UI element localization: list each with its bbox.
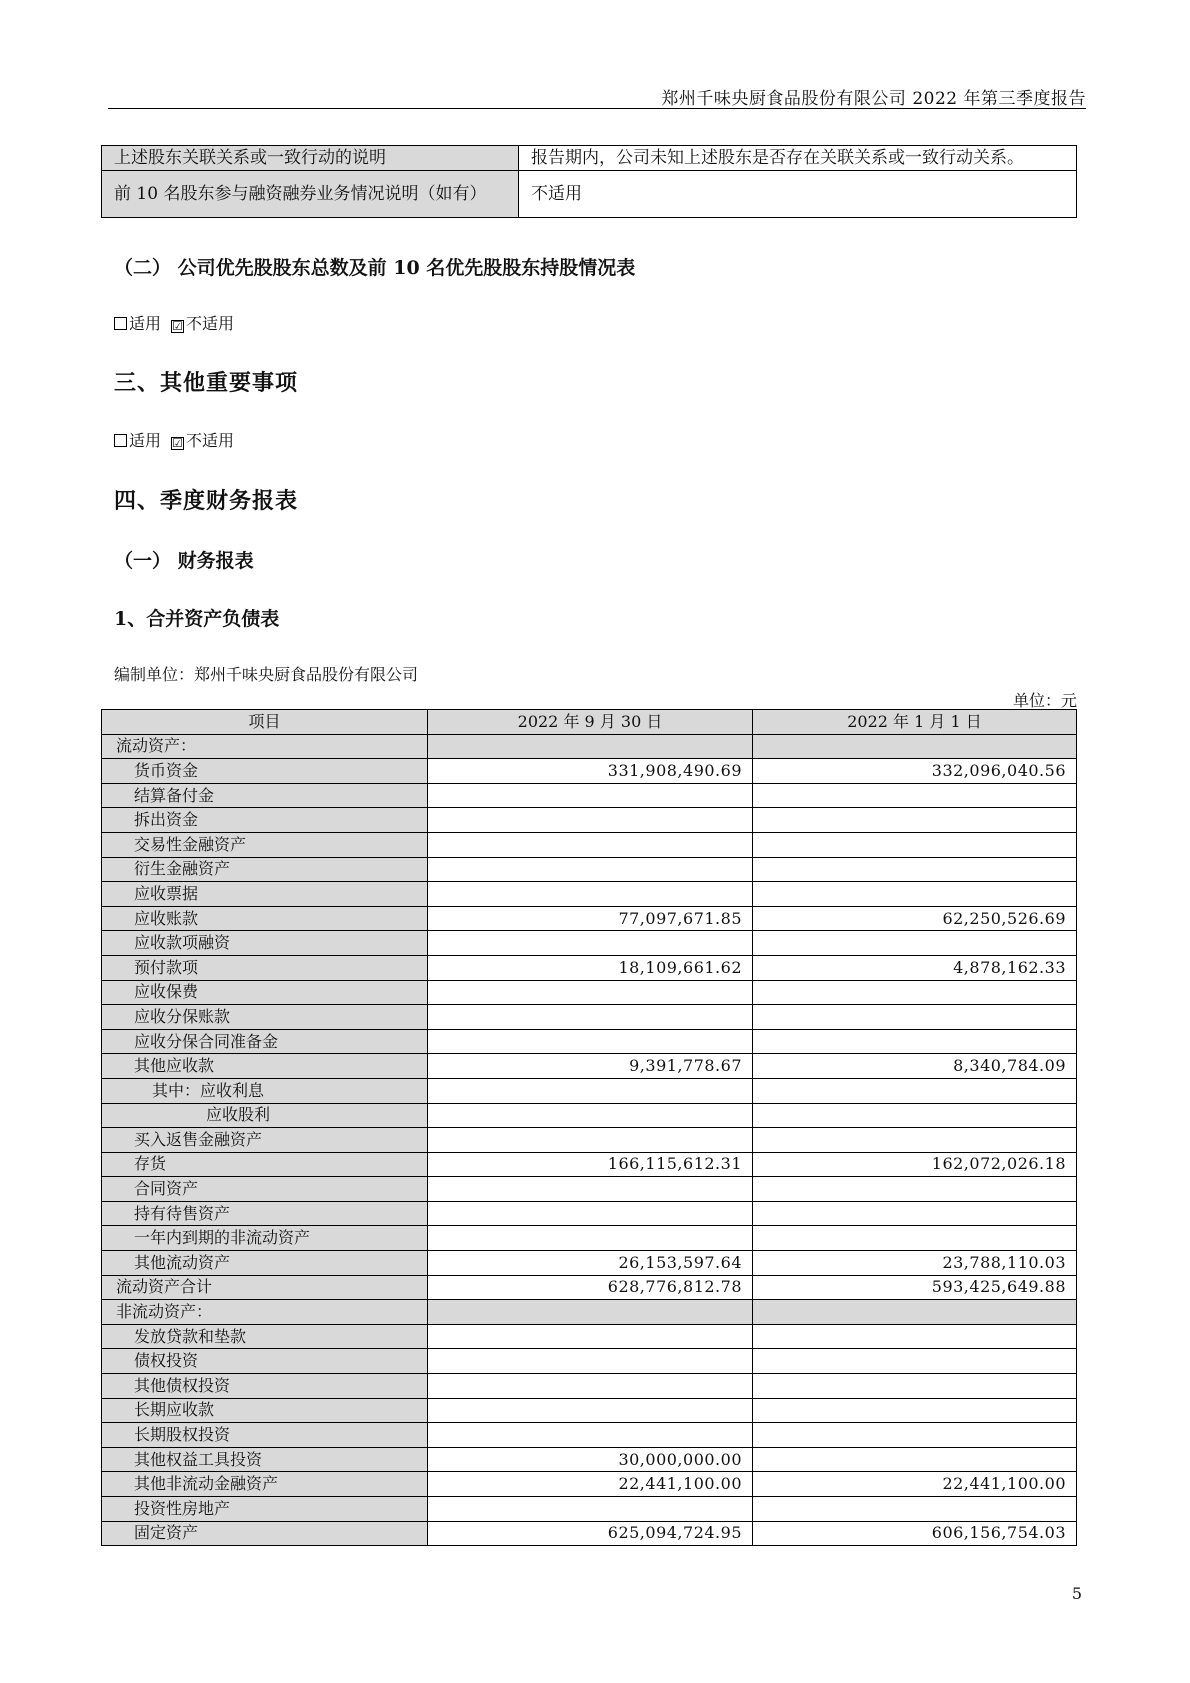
value-2022-09-30 [428, 931, 753, 956]
table-row [102, 1324, 1077, 1349]
balance-sheet-table [101, 709, 1077, 1546]
row-label: 预付款项 [102, 955, 428, 980]
value-2022-01-01 [753, 1078, 1077, 1103]
report-header: 郑州千味央厨食品股份有限公司 2022 年第三季度报告 [661, 89, 1086, 109]
applicability-checks-2 [114, 428, 234, 451]
value-2022-09-30 [428, 1201, 753, 1226]
table-row [102, 808, 1077, 833]
value-2022-09-30 [428, 1103, 753, 1128]
value-2022-09-30: 22,441,100.00 [428, 1472, 753, 1497]
value-2022-09-30 [428, 1005, 753, 1030]
table-row [102, 955, 1077, 980]
table-header-row [102, 710, 1077, 735]
row-label: 其他权益工具投资 [102, 1447, 428, 1472]
option-label: 适用 [129, 314, 162, 333]
row-label: 应收保费 [102, 980, 428, 1005]
row-label: 存货 [102, 1152, 428, 1177]
value-2022-09-30 [428, 1374, 753, 1399]
row-label: 应收分保账款 [102, 1005, 428, 1030]
row-label: 非流动资产： [102, 1300, 428, 1325]
option-label: 不适用 [186, 431, 235, 450]
value-2022-09-30 [428, 1349, 753, 1374]
compiler-note: 编制单位：郑州千味央厨食品股份有限公司 [114, 665, 419, 684]
table-row [102, 1423, 1077, 1448]
row-label: 拆出资金 [102, 808, 428, 833]
table-row [102, 906, 1077, 931]
table-row [102, 1447, 1077, 1472]
value-2022-01-01: 332,096,040.56 [753, 759, 1077, 784]
applicability-checks-1 [114, 311, 234, 334]
row-label: 其他非流动金融资产 [102, 1472, 428, 1497]
value-2022-01-01 [753, 1374, 1077, 1399]
value-2022-01-01 [753, 734, 1077, 759]
checked-box-icon: ☑ [172, 436, 183, 450]
value-2022-01-01 [753, 931, 1077, 956]
table-row [102, 1152, 1077, 1177]
value-2022-01-01 [753, 1300, 1077, 1325]
row-value: 不适用 [519, 171, 1077, 218]
row-label: 长期股权投资 [102, 1423, 428, 1448]
row-label: 债权投资 [102, 1349, 428, 1374]
value-2022-01-01 [753, 980, 1077, 1005]
table-row [102, 832, 1077, 857]
value-2022-01-01 [753, 1324, 1077, 1349]
value-2022-09-30: 9,391,778.67 [428, 1054, 753, 1079]
value-2022-09-30 [428, 1497, 753, 1522]
value-2022-01-01 [753, 1423, 1077, 1448]
value-2022-01-01 [753, 783, 1077, 808]
value-2022-09-30 [428, 734, 753, 759]
value-2022-09-30: 77,097,671.85 [428, 906, 753, 931]
table-row [102, 1472, 1077, 1497]
table-row [102, 1275, 1077, 1300]
table-row [102, 734, 1077, 759]
table-row [102, 931, 1077, 956]
table-row [102, 1398, 1077, 1423]
column-header: 2022 年 9 月 30 日 [428, 710, 753, 735]
row-label: 结算备付金 [102, 783, 428, 808]
value-2022-01-01: 162,072,026.18 [753, 1152, 1077, 1177]
value-2022-01-01 [753, 1128, 1077, 1153]
value-2022-09-30 [428, 808, 753, 833]
value-2022-09-30 [428, 1128, 753, 1153]
value-2022-09-30: 625,094,724.95 [428, 1521, 753, 1546]
row-label: 合同资产 [102, 1177, 428, 1202]
row-label: 流动资产合计 [102, 1275, 428, 1300]
row-label: 衍生金融资产 [102, 857, 428, 882]
value-2022-09-30 [428, 1324, 753, 1349]
shareholder-notes-table [101, 145, 1077, 218]
value-2022-09-30 [428, 1078, 753, 1103]
table-row [102, 980, 1077, 1005]
value-2022-01-01: 606,156,754.03 [753, 1521, 1077, 1546]
table-row [102, 1374, 1077, 1399]
value-2022-09-30 [428, 1029, 753, 1054]
column-header: 项目 [102, 710, 428, 735]
column-header: 2022 年 1 月 1 日 [753, 710, 1077, 735]
row-label: 流动资产： [102, 734, 428, 759]
table-row [102, 171, 1077, 218]
row-label: 固定资产 [102, 1521, 428, 1546]
unit-note: 单位：元 [1012, 691, 1077, 710]
page-number: 5 [1071, 1584, 1082, 1603]
table-row [102, 1029, 1077, 1054]
value-2022-01-01 [753, 808, 1077, 833]
value-2022-01-01 [753, 1497, 1077, 1522]
table-row [102, 1226, 1077, 1251]
table-row [102, 1103, 1077, 1128]
table-row [102, 882, 1077, 907]
value-2022-09-30 [428, 1423, 753, 1448]
value-2022-09-30 [428, 1226, 753, 1251]
section-other-matters: 三、其他重要事项 [114, 370, 299, 396]
value-2022-01-01 [753, 1005, 1077, 1030]
value-2022-01-01: 4,878,162.33 [753, 955, 1077, 980]
table-row [102, 759, 1077, 784]
row-label: 其中：应收利息 [102, 1078, 428, 1103]
unchecked-box-icon [114, 317, 127, 330]
option-label: 不适用 [186, 314, 235, 333]
row-label: 应收款项融资 [102, 931, 428, 956]
row-label: 其他债权投资 [102, 1374, 428, 1399]
value-2022-09-30: 628,776,812.78 [428, 1275, 753, 1300]
table-row [102, 783, 1077, 808]
value-2022-09-30 [428, 857, 753, 882]
value-2022-09-30 [428, 980, 753, 1005]
row-value: 报告期内，公司未知上述股东是否存在关联关系或一致行动关系。 [519, 146, 1077, 171]
table-row [102, 1128, 1077, 1153]
unchecked-box-icon [114, 434, 127, 447]
row-label: 应收账款 [102, 906, 428, 931]
row-label: 货币资金 [102, 759, 428, 784]
table-row [102, 1251, 1077, 1276]
row-label: 应收票据 [102, 882, 428, 907]
table-row [102, 146, 1077, 171]
value-2022-01-01 [753, 1349, 1077, 1374]
value-2022-01-01: 593,425,649.88 [753, 1275, 1077, 1300]
value-2022-09-30 [428, 1398, 753, 1423]
row-label: 买入返售金融资产 [102, 1128, 428, 1153]
value-2022-09-30 [428, 783, 753, 808]
value-2022-01-01: 62,250,526.69 [753, 906, 1077, 931]
value-2022-09-30: 166,115,612.31 [428, 1152, 753, 1177]
row-label: 应收股利 [102, 1103, 428, 1128]
table-row [102, 1177, 1077, 1202]
table-row [102, 1349, 1077, 1374]
row-label: 应收分保合同准备金 [102, 1029, 428, 1054]
value-2022-01-01 [753, 1201, 1077, 1226]
table-row [102, 1521, 1077, 1546]
value-2022-01-01 [753, 832, 1077, 857]
balance-sheet-heading: 1、合并资产负债表 [114, 608, 280, 630]
value-2022-09-30 [428, 1300, 753, 1325]
table-row [102, 1005, 1077, 1030]
value-2022-01-01 [753, 1447, 1077, 1472]
value-2022-01-01 [753, 1103, 1077, 1128]
value-2022-09-30: 30,000,000.00 [428, 1447, 753, 1472]
row-label: 前 10 名股东参与融资融券业务情况说明（如有） [102, 171, 519, 218]
value-2022-01-01 [753, 1226, 1077, 1251]
row-label: 持有待售资产 [102, 1201, 428, 1226]
value-2022-09-30: 331,908,490.69 [428, 759, 753, 784]
row-label: 其他流动资产 [102, 1251, 428, 1276]
row-label: 投资性房地产 [102, 1497, 428, 1522]
section-quarterly-statements: 四、季度财务报表 [114, 488, 299, 514]
row-label: 交易性金融资产 [102, 832, 428, 857]
row-label: 上述股东关联关系或一致行动的说明 [102, 146, 519, 171]
value-2022-01-01 [753, 1177, 1077, 1202]
row-label: 发放贷款和垫款 [102, 1324, 428, 1349]
row-label: 长期应收款 [102, 1398, 428, 1423]
table-row [102, 1201, 1077, 1226]
row-label: 其他应收款 [102, 1054, 428, 1079]
table-row [102, 1497, 1077, 1522]
row-label: 一年内到期的非流动资产 [102, 1226, 428, 1251]
value-2022-01-01: 8,340,784.09 [753, 1054, 1077, 1079]
value-2022-09-30 [428, 1177, 753, 1202]
table-row [102, 1078, 1077, 1103]
value-2022-01-01 [753, 857, 1077, 882]
preferred-shares-heading: （二） 公司优先股股东总数及前 10 名优先股股东持股情况表 [114, 257, 636, 279]
value-2022-01-01 [753, 882, 1077, 907]
option-label: 适用 [129, 431, 162, 450]
value-2022-01-01: 23,788,110.03 [753, 1251, 1077, 1276]
value-2022-01-01: 22,441,100.00 [753, 1472, 1077, 1497]
value-2022-09-30: 26,153,597.64 [428, 1251, 753, 1276]
checked-box-icon: ☑ [172, 319, 183, 333]
financial-statements-heading: （一） 财务报表 [114, 550, 254, 572]
table-row [102, 1054, 1077, 1079]
table-row [102, 857, 1077, 882]
value-2022-09-30 [428, 832, 753, 857]
value-2022-01-01 [753, 1029, 1077, 1054]
value-2022-09-30: 18,109,661.62 [428, 955, 753, 980]
value-2022-09-30 [428, 882, 753, 907]
table-row [102, 1300, 1077, 1325]
header-rule [108, 108, 1086, 109]
value-2022-01-01 [753, 1398, 1077, 1423]
